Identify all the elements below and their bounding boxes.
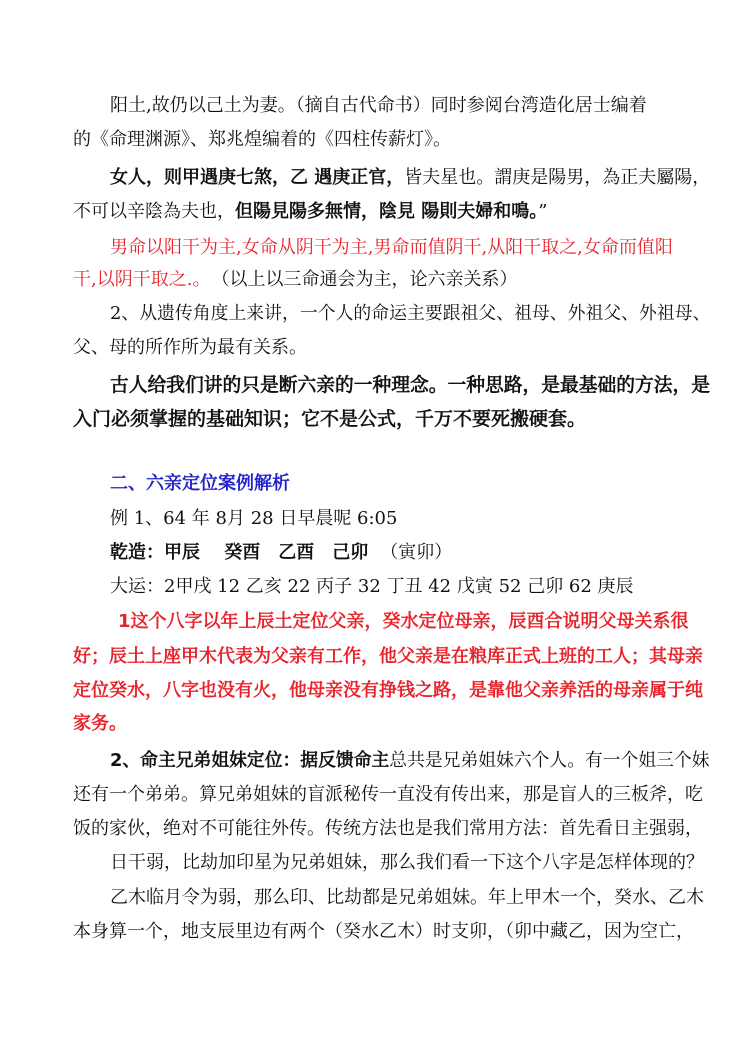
- paragraph-4-line-2: 父、母的所作所为最有关系。: [73, 337, 307, 358]
- example-title: 例 1、64 年 8月 28 日早晨呢 6:05: [110, 508, 398, 529]
- plain-text: 总共是兄弟姐妹六个人。有一个姐三个妹: [389, 750, 710, 771]
- paragraph-3-line-2: [73, 268, 517, 292]
- qianzao-line: [110, 541, 452, 565]
- paragraph-6-line-3: 定位癸水，八字也没有火，他母亲没有挣钱之路，是靠他父亲养活的母亲属于纯: [73, 680, 703, 701]
- red-text: 干,以阴干取之.。: [73, 269, 211, 290]
- bold-text: 2、命主兄弟姐妹定位：据反馈命主: [110, 750, 390, 771]
- bold-text: 但陽見陽多無情，陰見 陽則夫婦和鳴。: [235, 201, 539, 222]
- note-text: （以上以三命通会为主，论六亲关系）: [220, 269, 518, 290]
- paragraph-1-line-1: 阳土,故仍以己土为妻。（摘自古代命书）同时参阅台湾造化居士编着: [110, 95, 647, 116]
- qianzao-chart: 乾造：甲辰 癸酉 乙酉 己卯: [110, 542, 369, 563]
- paragraph-6-line-1: 1这个八字以年上辰土定位父亲，癸水定位母亲，辰酉合说明父母关系很: [118, 611, 689, 632]
- bold-text: 女人，则甲遇庚七煞，乙 遇庚正官，: [110, 167, 405, 188]
- paragraph-2-line-2: [73, 200, 547, 224]
- paragraph-5-line-2: 入门必须掌握的基础知识；它不是公式，千万不要死搬硬套。: [73, 408, 587, 430]
- paragraph-7-line-4: 日干弱，比劫加印星为兄弟姐妹，那么我们看一下这个八字是怎样体现的？: [110, 852, 704, 873]
- kongwang-note: （寅卯）: [380, 542, 453, 563]
- paragraph-6-line-2: 好；辰土上座甲木代表为父亲有工作，他父亲是在粮库正式上班的工人；其母亲: [73, 646, 703, 667]
- paragraph-3-line-1: 男命以阳干为主,女命从阴干为主,男命而值阴干,从阳干取之,女命而值阳: [110, 237, 673, 258]
- paragraph-8-line-2: 本身算一个，地支辰里边有两个（癸水乙木）时支卯，（卯中藏乙，因为空亡，: [73, 921, 694, 942]
- paragraph-2-line-1: [110, 166, 710, 190]
- quote-text: 不可以辛陰為夫也，: [73, 201, 235, 222]
- paragraph-8-line-1: 乙木临月令为弱，那么印、比劫都是兄弟姐妹。年上甲木一个，癸水、乙木: [110, 887, 704, 908]
- paragraph-7-line-3: 饭的家伙，绝对不可能往外传。传统方法也是我们常用方法：首先看日主强弱，: [73, 818, 703, 839]
- paragraph-1-line-2: 的《命理渊源》、郑兆煌编着的《四柱传薪灯》。: [73, 129, 451, 150]
- paragraph-5-line-1: 古人给我们讲的只是断六亲的一种理念。一种思路，是最基础的方法，是: [110, 374, 710, 396]
- paragraph-7-line-2: 还有一个弟弟。算兄弟姐妹的盲派秘传一直没有传出来，那是盲人的三板斧，吃: [73, 784, 703, 805]
- closing-quote: ”: [538, 201, 548, 222]
- section-heading: 二、六亲定位案例解析: [110, 473, 290, 494]
- paragraph-6-line-4: 家务。: [73, 713, 127, 734]
- dayun-line: 大运：2甲戌 12 乙亥 22 丙子 32 丁丑 42 戊寅 52 己卯 62 庚辰: [110, 576, 634, 597]
- quote-text: 皆夫星也。謂庚是陽男，為正夫屬陽，: [404, 167, 711, 188]
- paragraph-4-line-1: 2、从遗传角度上来讲，一个人的命运主要跟祖父、祖母、外祖父、外祖母、: [110, 303, 711, 324]
- paragraph-7-line-1: [110, 749, 710, 773]
